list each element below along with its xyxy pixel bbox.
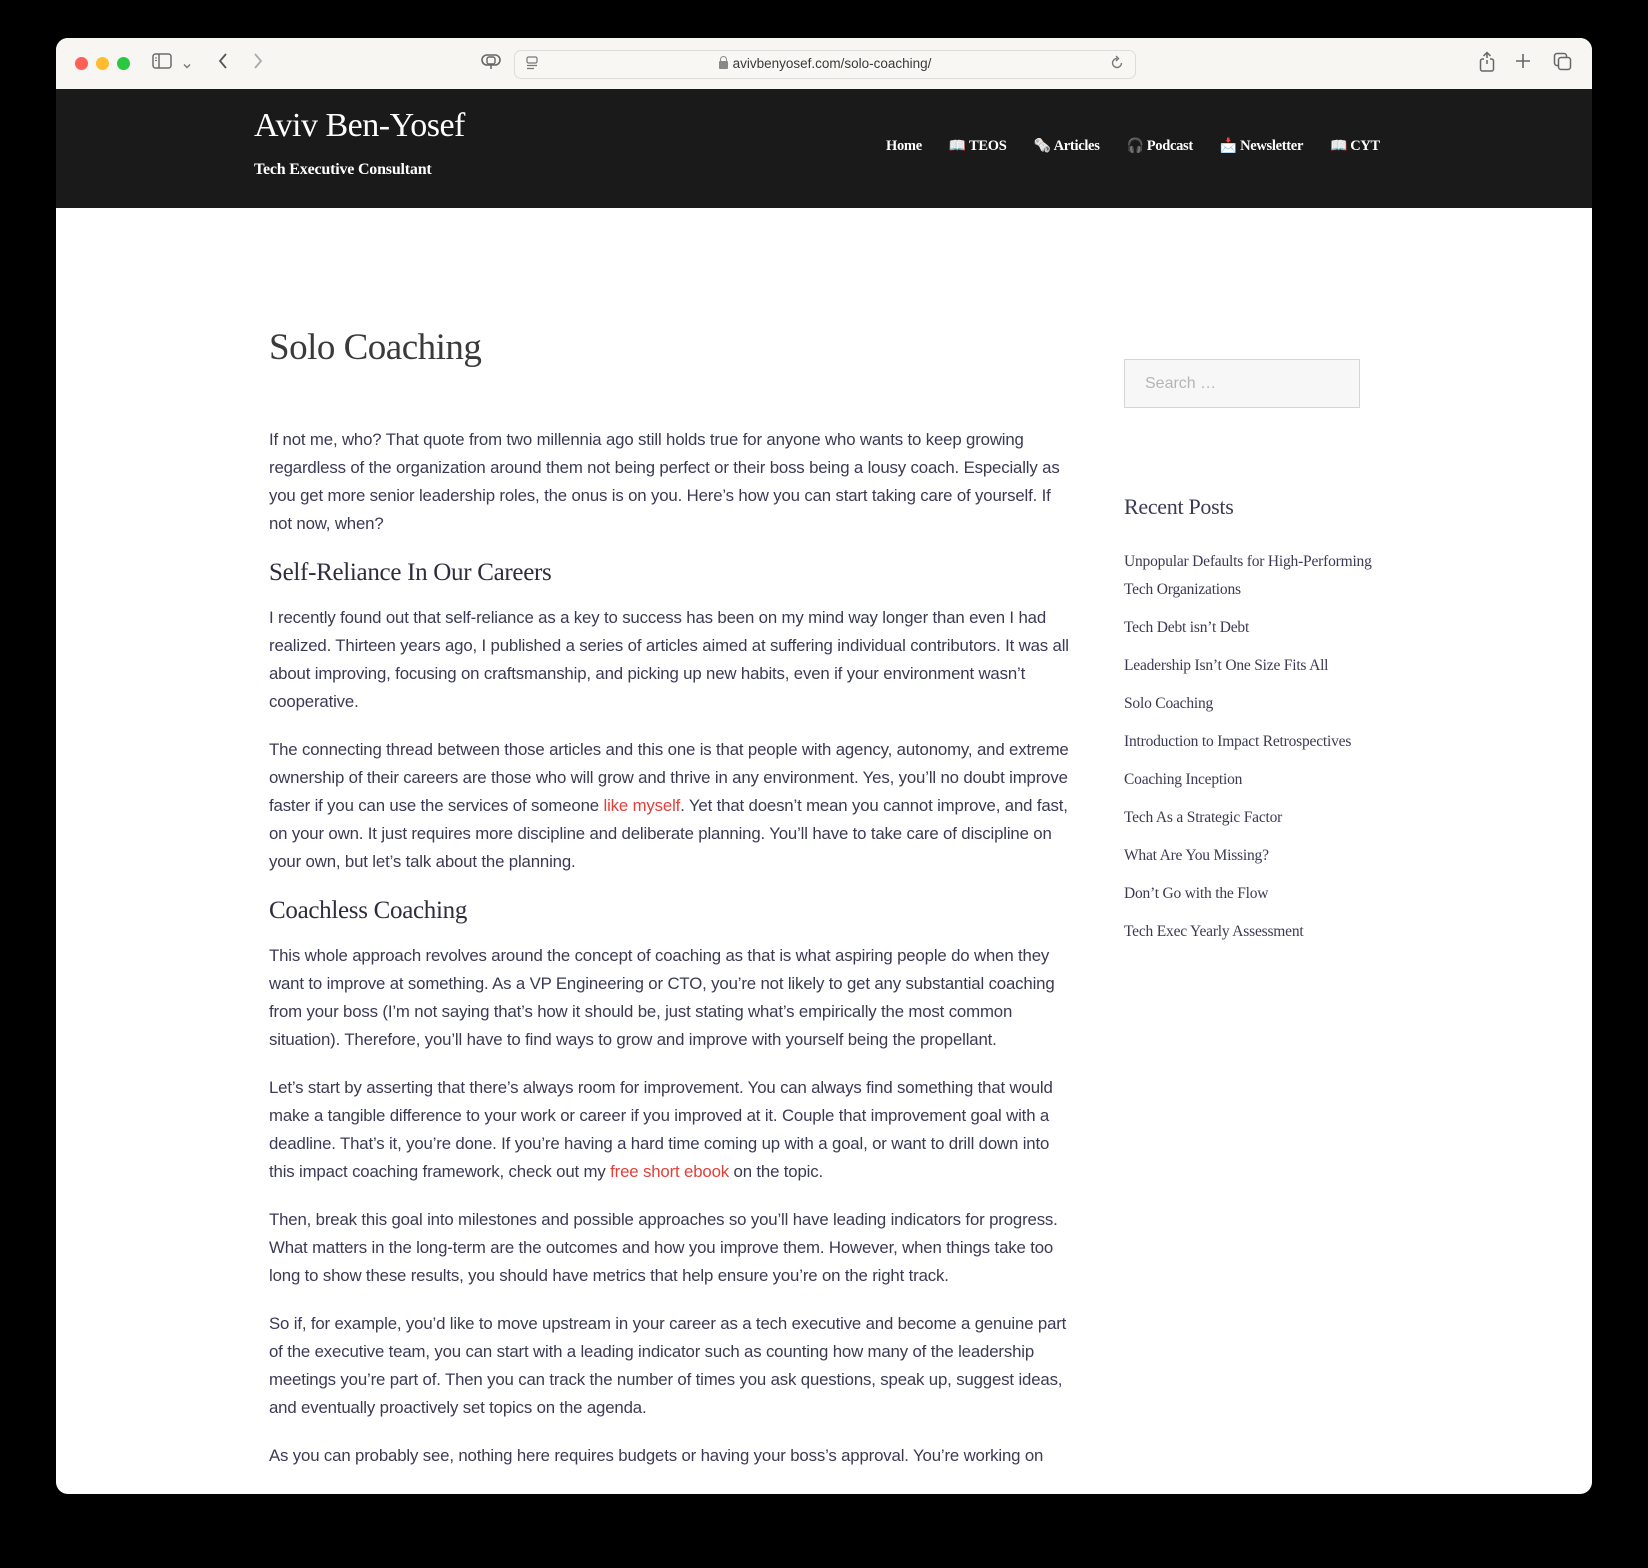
site-title[interactable]: Aviv Ben-Yosef	[254, 107, 465, 144]
recent-post-link[interactable]: Solo Coaching	[1124, 695, 1214, 712]
forward-icon[interactable]	[252, 52, 264, 74]
recent-posts-heading: Recent Posts	[1124, 494, 1234, 519]
nav-item-cyt[interactable]	[1330, 138, 1380, 155]
lock-icon	[719, 61, 728, 69]
recent-post-link[interactable]: Unpopular Defaults for High-Performing Tech Organizations	[1124, 553, 1372, 598]
share-icon[interactable]	[1478, 51, 1496, 77]
text: on the topic.	[729, 1162, 824, 1181]
article-body	[269, 426, 1074, 1490]
paragraph: So if, for example, you’d like to move upstream in your career as a tech executive and become a genuine part of the executive team, you can start with a leading indicator such as counting how many of the leadership meetings you’re part of. Then you can track the number of times you ask questions, speak up, suggest ideas, and eventually proactively set topics on the agenda.	[269, 1314, 1067, 1417]
nav-label: CYT	[1350, 138, 1380, 154]
privacy-report-icon[interactable]	[480, 53, 502, 75]
paragraph: If not me, who? That quote from two millennia ago still holds true for anyone who wants to keep growing regardless of the organization around them not being perfect or their boss being a lousy coach. Especially as you get more senior leadership roles, the onus is on you. Here’s how you can start taking care of yourself. If not now, when?	[269, 430, 1060, 533]
url-text[interactable]: avivbenyosef.com/solo-coaching/	[732, 56, 932, 71]
envelope-icon: 📩	[1219, 139, 1238, 154]
newspaper-icon: 🗞️	[1033, 139, 1051, 154]
page-title: Solo Coaching	[269, 327, 482, 368]
nav-item-articles[interactable]	[1033, 138, 1099, 155]
recent-post-link[interactable]: Don’t Go with the Flow	[1124, 885, 1269, 902]
new-tab-icon[interactable]	[1515, 53, 1531, 73]
sidebar-icon[interactable]	[152, 53, 172, 73]
nav-item-podcast[interactable]	[1127, 138, 1193, 155]
chevron-down-icon[interactable]	[182, 55, 192, 75]
reload-icon[interactable]	[1109, 54, 1125, 77]
address-bar[interactable]	[514, 50, 1136, 79]
text: . Yet that doesn’t mean you cannot improve, and fast, on your own. It just requires more discipline and deliberate planning. You’ll have to take care of discipline on your own, but let’s talk about the planning.	[269, 796, 1068, 871]
text: The connecting thread between those articles and this one is that people with agency, autonomy, and extreme ownership of their careers are those who will grow and thrive in any environment. Yes, you’ll no doubt improve faster if you can use the services of someone	[269, 740, 1069, 815]
free-ebook-link[interactable]: free short ebook	[610, 1162, 730, 1181]
paragraph	[269, 736, 1074, 876]
browser-window	[56, 38, 1592, 1494]
text: Let’s start by asserting that there’s always room for improvement. You can always find something that would make a tangible difference to your work or career if you improved at it. Couple that improvement goal with a deadline. That’s it, you’re done. If you’re having a hard time coming up with a goal, or want to drill down into this impact coaching framework, check out my	[269, 1078, 1053, 1181]
nav-label: TEOS	[968, 138, 1007, 154]
nav-item-teos[interactable]	[949, 138, 1007, 155]
browser-toolbar	[56, 38, 1592, 90]
zoom-window-button[interactable]	[117, 57, 130, 70]
recent-post-link[interactable]: Coaching Inception	[1124, 771, 1243, 788]
nav-label: Articles	[1053, 138, 1100, 154]
recent-posts-list	[1124, 548, 1389, 956]
close-window-button[interactable]	[75, 57, 88, 70]
recent-post-link[interactable]: Tech As a Strategic Factor	[1124, 809, 1283, 826]
book-icon: 📖	[948, 139, 966, 154]
recent-post-link[interactable]: Introduction to Impact Retrospectives	[1124, 733, 1352, 750]
nav-label: Podcast	[1146, 138, 1193, 154]
main-nav	[886, 138, 1407, 155]
headphones-icon: 🎧	[1126, 139, 1144, 154]
section-heading: Coachless Coaching	[269, 897, 468, 924]
paragraph: This whole approach revolves around the concept of coaching as that is what aspiring people do when they want to improve at something. As a VP Engineering or CTO, you’re not likely to get any substantial coaching from your boss (I’m not saying that’s how it should be, just stating what’s empirically the most common situation). Therefore, you’ll have to find ways to grow and improve with yourself being the propellant.	[269, 946, 1055, 1049]
nav-label: Newsletter	[1240, 138, 1304, 154]
recent-post-link[interactable]: What Are You Missing?	[1124, 847, 1269, 864]
search-input[interactable]	[1124, 359, 1360, 408]
section-heading: Self-Reliance In Our Careers	[269, 559, 552, 586]
paragraph	[269, 1074, 1074, 1186]
minimize-window-button[interactable]	[96, 57, 109, 70]
tab-overview-icon[interactable]	[1553, 52, 1573, 76]
site-tagline: Tech Executive Consultant	[254, 161, 432, 178]
site-header	[56, 89, 1592, 208]
paragraph: I recently found out that self-reliance as a key to success has been on my mind way longer than even I had realized. Thirteen years ago, I published a series of articles aimed at suffering individual contributors. It was all about improving, focusing on craftsmanship, and picking up new habits, even if your environment wasn’t cooperative.	[269, 608, 1069, 711]
nav-item-newsletter[interactable]	[1220, 138, 1303, 155]
nav-label: Home	[886, 138, 922, 154]
back-icon[interactable]	[217, 52, 229, 74]
recent-post-link[interactable]: Tech Exec Yearly Assessment	[1124, 923, 1304, 940]
nav-item-home[interactable]	[886, 138, 922, 155]
paragraph: As you can probably see, nothing here requires budgets or having your boss’s approval. You’re working on	[269, 1446, 1044, 1465]
book-icon: 📖	[1330, 139, 1348, 154]
recent-post-link[interactable]: Leadership Isn’t One Size Fits All	[1124, 657, 1329, 674]
paragraph: Then, break this goal into milestones and possible approaches so you’ll have leading indicators for progress. What matters in the long-term are the outcomes and how you improve them. However, when things take too long to show these results, you should have metrics that help ensure you’re on the right track.	[269, 1210, 1058, 1285]
like-myself-link[interactable]: like myself	[603, 796, 681, 815]
recent-post-link[interactable]: Tech Debt isn’t Debt	[1124, 619, 1250, 636]
